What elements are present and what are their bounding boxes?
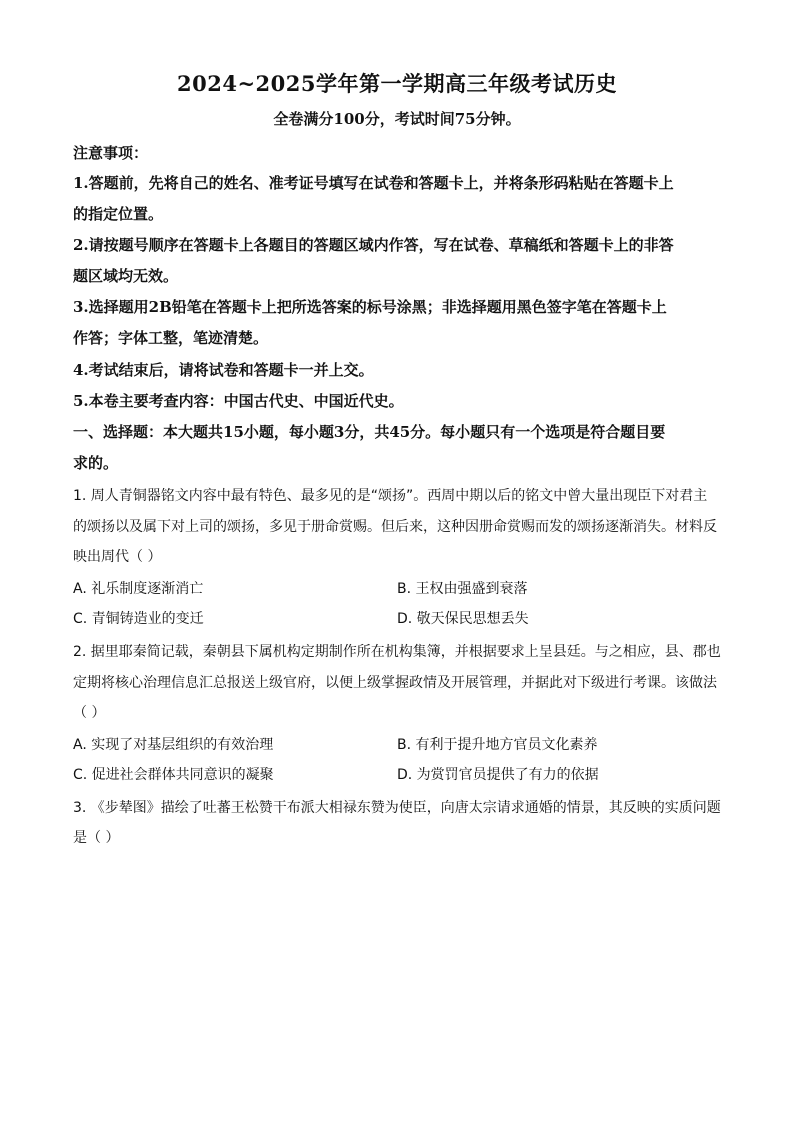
question-2-option-a: A. 实现了对基层组织的有效治理 xyxy=(73,737,274,753)
notes-line: 5.本卷主要考查内容：中国古代史、中国近代史。 xyxy=(73,392,404,410)
question-2-text: 2. 据里耶秦简记载，秦朝县下属机构定期制作所在机构集簿，并根据要求上呈县廷。与之相应，县、郡也 xyxy=(73,644,721,660)
notes-line: 3.选择题用2B铅笔在答题卡上把所选答案的标号涂黑；非选择题用黑色签字笔在答题卡上 xyxy=(73,298,667,316)
question-1-option-d: D. 敬天保民思想丢失 xyxy=(397,611,529,627)
exam-subtitle: 全卷满分100分，考试时间75分钟。 xyxy=(273,110,521,128)
question-2-option-c: C. 促进社会群体共同意识的凝聚 xyxy=(73,767,274,783)
notes-line: 1.答题前，先将自己的姓名、准考证号填写在试卷和答题卡上，并将条形码粘贴在答题卡上 xyxy=(73,174,674,192)
question-3-text: 是（ ） xyxy=(73,830,120,846)
section-heading: 一、选择题：本大题共15小题，每小题3分，共45分。每小题只有一个选项是符合题目要 xyxy=(73,423,666,441)
question-2-text: 定期将核心治理信息汇总报送上级官府，以便上级掌握政情及开展管理，并据此对下级进行考课。该做法 xyxy=(73,675,717,691)
question-1-option-a: A. 礼乐制度逐渐消亡 xyxy=(73,581,204,597)
question-1-option-c: C. 青铜铸造业的变迁 xyxy=(73,611,204,627)
question-1-text: 1. 周人青铜器铭文内容中最有特色、最多见的是“颂扬”。西周中期以后的铭文中曾大量出现臣下对君主 xyxy=(73,488,708,504)
question-1-text: 映出周代（ ） xyxy=(73,549,162,565)
notes-line: 作答；字体工整，笔迹清楚。 xyxy=(73,329,269,347)
question-1-text: 的颂扬以及属下对上司的颂扬，多见于册命赏赐。但后来，这种因册命赏赐而发的颂扬逐渐消失。材料反 xyxy=(73,519,717,535)
notes-line: 4.考试结束后，请将试卷和答题卡一并上交。 xyxy=(73,361,374,379)
notes-line: 2.请按题号顺序在答题卡上各题目的答题区域内作答，写在试卷、草稿纸和答题卡上的非答 xyxy=(73,236,674,254)
question-2-option-b: B. 有利于提升地方官员文化素养 xyxy=(397,737,598,753)
question-1-option-b: B. 王权由强盛到衰落 xyxy=(397,581,528,597)
notes-heading: 注意事项： xyxy=(73,144,149,162)
section-heading: 求的。 xyxy=(73,454,119,472)
notes-line: 题区域均无效。 xyxy=(73,267,179,285)
question-3-text: 3. 《步辇图》描绘了吐蕃王松赞干布派大相禄东赞为使臣，向唐太宗请求通婚的情景，其反映的实质问题 xyxy=(73,800,721,816)
question-2-option-d: D. 为赏罚官员提供了有力的依据 xyxy=(397,767,599,783)
question-2-text: （ ） xyxy=(73,705,106,721)
exam-title: 2024~2025学年第一学期高三年级考试历史 xyxy=(177,71,617,96)
notes-line: 的指定位置。 xyxy=(73,205,164,223)
